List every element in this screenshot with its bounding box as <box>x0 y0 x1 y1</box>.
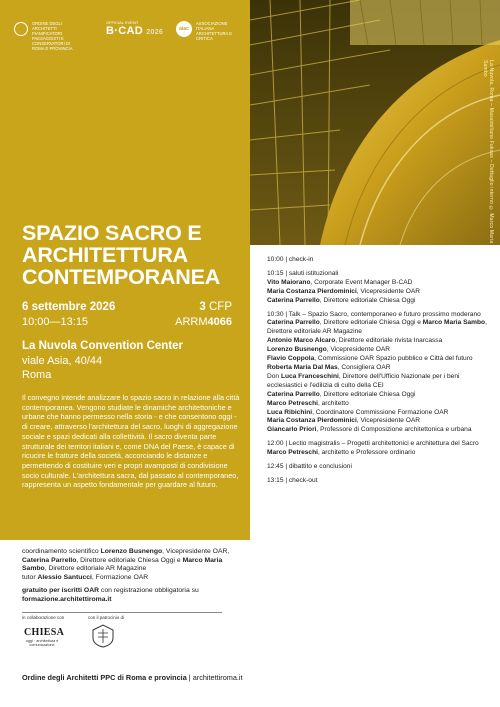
program-line: 13:15 | check-out <box>267 476 318 484</box>
program-line: Giancarlo Priori, Professore di Composizione architettonica e urbana <box>267 426 472 434</box>
program-line: Maria Costanza Pierdominici, Vicepresidente OAR <box>267 287 421 295</box>
venue-city: Roma <box>22 369 52 381</box>
program-line: Maria Costanza Pierdominici, Vicepresidente OAR <box>267 417 421 425</box>
footer: Ordine degli Architetti PPC di Roma e provincia | architettiroma.it <box>22 673 243 682</box>
program-item <box>267 477 495 486</box>
patron-crest-icon <box>90 624 116 648</box>
arrm-code: ARRM4066 <box>175 316 232 328</box>
program-line: Lorenzo Busnengo, Vicepresidente OAR <box>267 346 391 354</box>
program-line: Roberta Maria Dal Mas, Consigliera OAR <box>267 363 391 371</box>
photo-credit: La Nuvola, Roma – Massimiliano Fuksas – Dettaglio interno © Marco Maria Sambo <box>482 60 494 244</box>
program-line: 12:45 | dibattito e conclusioni <box>267 463 352 471</box>
oar-logo-text: ORDINE DEGLI ARCHITETTI PIANIFICATORI PAESAGGISTI E CONSERVATORI DI ROMA E PROVINCIA <box>32 21 73 51</box>
program-item <box>267 270 495 306</box>
chiesa-oggi-logo: CHIESA <box>24 627 65 638</box>
chiesa-oggi-tagline: oggi · architettura e comunicazione <box>25 639 59 647</box>
program-line: Don Luca Franceschini, Direttore dell'Ufficio Nazionale per i beni ecclesiastici e l'edilizia di culto della CEI <box>267 372 460 389</box>
patron-label: con il patrocinio di <box>88 615 125 620</box>
aiac-logo-text: ASSOCIAZIONE ITALIANA ARCHITETTURA E CRITICA <box>196 21 233 41</box>
event-date: 6 settembre 2026 <box>22 301 116 313</box>
collab-label: in collaborazione con <box>22 615 65 620</box>
program-item <box>267 463 495 472</box>
aiac-logo <box>176 18 246 48</box>
event-time: 10:00—13:15 <box>22 316 89 328</box>
program-item <box>267 311 495 436</box>
program-line: 10:00 | check-in <box>267 256 314 263</box>
program-line: 12:00 | Lectio magistralis – Progetti architettonici e architettura del Sacro <box>267 440 479 448</box>
footer-website-link[interactable]: architettiroma.it <box>192 673 243 682</box>
program-line: Luca Ribichini, Coordinatore Commissione Formazione OAR <box>267 408 449 416</box>
program-line: Caterina Parrello, Direttore editoriale Chiesa Oggi <box>267 390 416 398</box>
program-line: 10:15 | saluti istituzionali <box>267 269 339 277</box>
cfp-credits: 3 CFP <box>199 301 232 313</box>
program-line: Caterina Parrello, Direttore editoriale Chiesa Oggi <box>267 296 416 304</box>
bcad-logo-top: OFFICIAL EVENT <box>106 20 139 25</box>
divider <box>22 612 222 613</box>
aiac-badge-icon: aiac <box>176 21 192 37</box>
oar-emblem-icon <box>14 22 28 36</box>
program-line: Flavio Coppola, Commissione OAR Spazio pubblico e Città del futuro <box>267 355 473 363</box>
event-description: Il convegno intende analizzare lo spazio sacro in relazione alla città contemporanea. Vengono studiate le dinamiche architettoniche e urbane che hanno permesso nella storia - e che consentono oggi - di creare, attraverso l'architettura del sacro, luoghi di aggregazione sociale e spazi dedicati alla collettività. Il sacro diventa parte strutturale dei territori italiani e, come DNA del Paese, è capace di ricucire le fratture della società, accorciando le distanze e permettendo di costituire veri e propri avamposti di condivisione socio culturale. L'architettura sacra, dal passato al contemporaneo, rappresenta un aspetto fondamentale per guardare al futuro. <box>22 393 240 490</box>
program-item <box>267 440 495 458</box>
registration-link[interactable]: formazione.architettiroma.it <box>22 595 112 603</box>
program-line: Marco Petreschi, architetto <box>267 399 349 407</box>
bcad-logo <box>106 18 166 48</box>
oar-logo <box>14 18 84 51</box>
registration-info: gratuito per iscritti OAR con registrazione obbligatoria su formazione.architettiroma.it <box>22 587 199 603</box>
program-schedule <box>267 256 495 491</box>
program-item <box>267 256 495 265</box>
logo-bar <box>14 18 244 51</box>
bcad-logo-name: B·CAD 2026 <box>106 25 164 37</box>
venue-address: viale Asia, 40/44 <box>22 355 103 367</box>
program-line: Vito Maiorano, Corporate Event Manager B-CAD <box>267 278 413 286</box>
program-line: Marco Petreschi, architetto e Professore ordinario <box>267 449 416 457</box>
program-line: 10:30 | Talk – Spazio Sacro, contemporaneo e futuro prossimo moderano Caterina Parrello, Direttore editoriale Chiesa Oggi e Marco Maria Sambo, Direttore editoriale AR Magazine <box>267 310 487 336</box>
bcad-logo-suffix: 2026 <box>146 29 164 36</box>
coordination-credits: coordinamento scientifico Lorenzo Busnengo, Vicepresidente OAR, Caterina Parrello, Direttore editoriale Chiesa Oggi e Marco Maria Sambo, Direttore editoriale AR Magazine tutor Alessio Santucci, Formazione OAR <box>22 548 230 581</box>
venue-name: La Nuvola Convention Center <box>22 340 184 352</box>
program-line: Antonio Marco Alcaro, Direttore editoriale rivista Inarcassa <box>267 337 443 345</box>
venue-photo <box>250 0 500 245</box>
event-title: SPAZIO SACRO E ARCHITETTURA CONTEMPORANEA <box>22 221 221 289</box>
